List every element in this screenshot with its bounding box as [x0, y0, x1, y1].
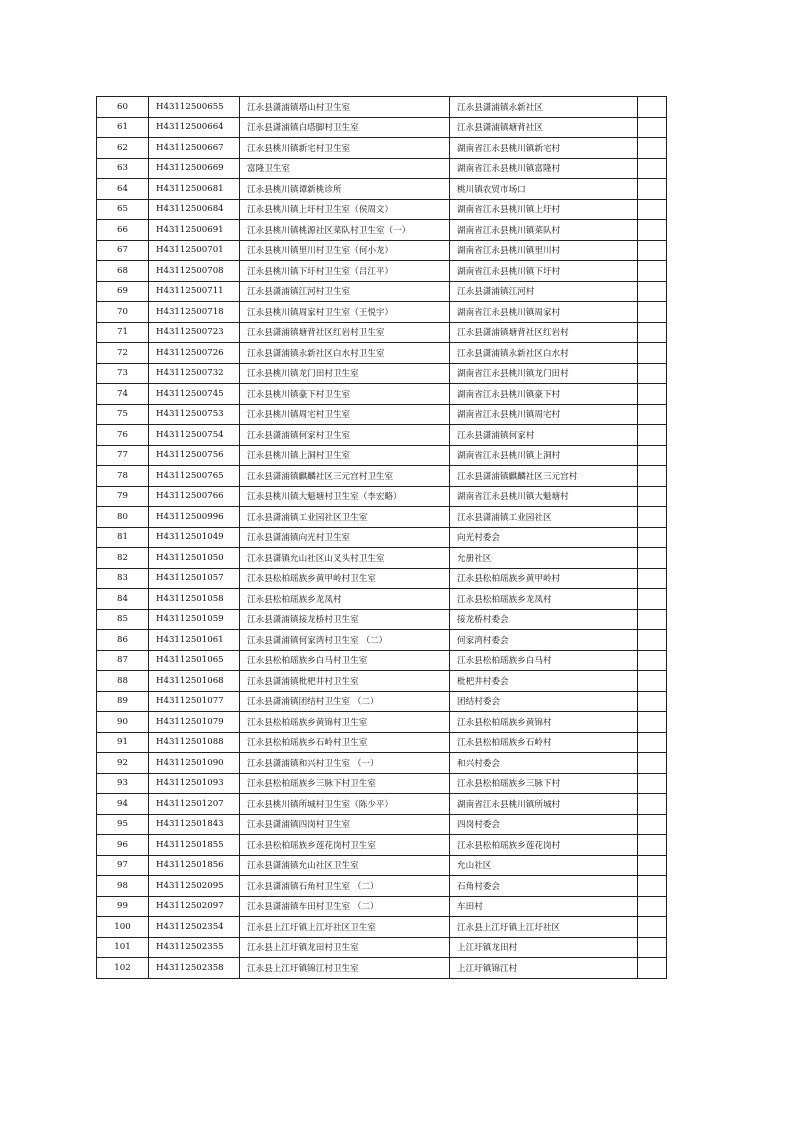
note-cell: [638, 855, 667, 876]
note-cell: [638, 753, 667, 774]
row-number-cell: 97: [97, 855, 149, 876]
address-cell: 江永县松柏瑶族乡龙凤村: [450, 589, 638, 610]
address-cell: 江永县潇浦镇江河村: [450, 281, 638, 302]
address-cell: 枇杷井村委会: [450, 671, 638, 692]
institution-code-cell: H43112500701: [149, 240, 240, 261]
clinic-name-cell: 江永县潇浦镇四岗村卫生室: [240, 814, 450, 835]
clinic-name-cell: 江永县松柏瑶族乡石岭村卫生室: [240, 732, 450, 753]
clinic-name-cell: 江永县桃川镇周家村卫生室（王悦宇）: [240, 302, 450, 323]
address-cell: 上江圩镇锦江村: [450, 958, 638, 979]
row-number-cell: 73: [97, 363, 149, 384]
table-row: [97, 138, 667, 159]
address-cell: 湖南省江永县桃川镇上圩村: [450, 199, 638, 220]
institution-code-cell: H43112500723: [149, 322, 240, 343]
row-number-cell: 86: [97, 630, 149, 651]
clinic-name-cell: 江永县松柏瑶族乡黄锦村卫生室: [240, 712, 450, 733]
table-row: [97, 589, 667, 610]
institution-code-cell: H43112502097: [149, 896, 240, 917]
table-row: [97, 937, 667, 958]
table-row: [97, 220, 667, 241]
clinic-name-cell: 江永县上江圩镇锦江村卫生室: [240, 958, 450, 979]
clinic-name-cell: 江永县松柏瑶族乡白马村卫生室: [240, 650, 450, 671]
address-cell: 江永县潇浦镇麒麟社区三元宫村: [450, 466, 638, 487]
address-cell: 允山社区: [450, 855, 638, 876]
clinic-name-cell: 江永县潇浦镇车田村卫生室 （二）: [240, 896, 450, 917]
clinic-name-cell: 江永县潇浦镇白塔脚村卫生室: [240, 117, 450, 138]
address-cell: 桃川镇农贸市场口: [450, 179, 638, 200]
note-cell: [638, 261, 667, 282]
row-number-cell: 95: [97, 814, 149, 835]
clinic-name-cell: 江永县潇浦镇工业园社区卫生室: [240, 507, 450, 528]
note-cell: [638, 486, 667, 507]
note-cell: [638, 363, 667, 384]
institution-code-cell: H43112501057: [149, 568, 240, 589]
clinic-name-cell: 江永县潇浦镇何家村卫生室: [240, 425, 450, 446]
table-row: [97, 281, 667, 302]
table-row: [97, 958, 667, 979]
row-number-cell: 63: [97, 158, 149, 179]
note-cell: [638, 97, 667, 118]
note-cell: [638, 691, 667, 712]
table-row: [97, 507, 667, 528]
note-cell: [638, 896, 667, 917]
address-cell: 江永县松柏瑶族乡黄锦村: [450, 712, 638, 733]
table-row: [97, 855, 667, 876]
clinic-name-cell: 江永县上江圩镇上江圩社区卫生室: [240, 917, 450, 938]
note-cell: [638, 117, 667, 138]
address-cell: 江永县潇浦镇永新社区白水村: [450, 343, 638, 364]
institution-code-cell: H43112500664: [149, 117, 240, 138]
address-cell: 接龙桥村委会: [450, 609, 638, 630]
address-cell: 湖南省江永县桃川镇龙门田村: [450, 363, 638, 384]
institution-code-cell: H43112502358: [149, 958, 240, 979]
address-cell: 湖南省江永县桃川镇周宅村: [450, 404, 638, 425]
institution-code-cell: H43112500684: [149, 199, 240, 220]
address-cell: 江永县潇浦镇塘背社区红岩村: [450, 322, 638, 343]
row-number-cell: 76: [97, 425, 149, 446]
institution-code-cell: H43112501065: [149, 650, 240, 671]
clinic-name-cell: 江永县桃川镇上圩村卫生室（侯周文）: [240, 199, 450, 220]
institution-code-cell: H43112501856: [149, 855, 240, 876]
row-number-cell: 79: [97, 486, 149, 507]
institution-code-cell: H43112501061: [149, 630, 240, 651]
note-cell: [638, 384, 667, 405]
clinic-name-cell: 江永县松柏瑶族乡莲花岗村卫生室: [240, 835, 450, 856]
institution-code-cell: H43112500765: [149, 466, 240, 487]
clinic-name-cell: 江永县潇浦镇永新社区白水村卫生室: [240, 343, 450, 364]
clinic-name-cell: 江永县桃川镇里川村卫生室（何小龙）: [240, 240, 450, 261]
address-cell: 江永县松柏瑶族乡黄甲岭村: [450, 568, 638, 589]
table-row: [97, 158, 667, 179]
note-cell: [638, 835, 667, 856]
institution-code-cell: H43112500756: [149, 445, 240, 466]
table-row: [97, 445, 667, 466]
note-cell: [638, 712, 667, 733]
address-cell: 湖南省江永县桃川镇周家村: [450, 302, 638, 323]
table-row: [97, 568, 667, 589]
row-number-cell: 68: [97, 261, 149, 282]
address-cell: 湖南省江永县桃川镇所城村: [450, 794, 638, 815]
table-row: [97, 896, 667, 917]
note-cell: [638, 814, 667, 835]
note-cell: [638, 568, 667, 589]
address-cell: 石角村委会: [450, 876, 638, 897]
clinic-name-cell: 江永县上江圩镇龙田村卫生室: [240, 937, 450, 958]
address-cell: 湖南省江永县桃川镇豪下村: [450, 384, 638, 405]
table-row: [97, 917, 667, 938]
address-cell: 允册社区: [450, 548, 638, 569]
clinic-name-cell: 江永县松柏瑶族乡黄甲岭村卫生室: [240, 568, 450, 589]
row-number-cell: 71: [97, 322, 149, 343]
institution-code-cell: H43112500669: [149, 158, 240, 179]
table-row: [97, 302, 667, 323]
table-row: [97, 630, 667, 651]
row-number-cell: 77: [97, 445, 149, 466]
clinic-name-cell: 江永县潇浦镇接龙桥村卫生室: [240, 609, 450, 630]
table-row: [97, 179, 667, 200]
address-cell: 湖南省江永县桃川镇菜队村: [450, 220, 638, 241]
institution-code-cell: H43112501050: [149, 548, 240, 569]
row-number-cell: 80: [97, 507, 149, 528]
note-cell: [638, 876, 667, 897]
address-cell: 江永县松柏瑶族乡石岭村: [450, 732, 638, 753]
table-row: [97, 773, 667, 794]
institution-code-cell: H43112500667: [149, 138, 240, 159]
note-cell: [638, 199, 667, 220]
note-cell: [638, 548, 667, 569]
note-cell: [638, 630, 667, 651]
clinic-name-cell: 江永县桃川镇豪下村卫生室: [240, 384, 450, 405]
institution-code-cell: H43112501843: [149, 814, 240, 835]
table-row: [97, 117, 667, 138]
note-cell: [638, 158, 667, 179]
note-cell: [638, 220, 667, 241]
clinic-name-cell: 江永县桃川镇大魁塘村卫生室（李宏略）: [240, 486, 450, 507]
note-cell: [638, 179, 667, 200]
address-cell: 湖南省江永县桃川镇下圩村: [450, 261, 638, 282]
table-row: [97, 527, 667, 548]
institution-code-cell: H43112500766: [149, 486, 240, 507]
note-cell: [638, 445, 667, 466]
institution-code-cell: H43112502095: [149, 876, 240, 897]
row-number-cell: 100: [97, 917, 149, 938]
note-cell: [638, 281, 667, 302]
clinic-name-cell: 江永县潇浦镇和兴村卫生室 （一）: [240, 753, 450, 774]
institution-code-cell: H43112500732: [149, 363, 240, 384]
table-row: [97, 322, 667, 343]
note-cell: [638, 507, 667, 528]
institution-code-cell: H43112500681: [149, 179, 240, 200]
table-row: [97, 261, 667, 282]
address-cell: 车田村: [450, 896, 638, 917]
table-row: [97, 363, 667, 384]
address-cell: 上江圩镇龙田村: [450, 937, 638, 958]
note-cell: [638, 794, 667, 815]
institution-code-cell: H43112501079: [149, 712, 240, 733]
institution-code-cell: H43112500711: [149, 281, 240, 302]
table-row: [97, 835, 667, 856]
row-number-cell: 99: [97, 896, 149, 917]
note-cell: [638, 343, 667, 364]
row-number-cell: 64: [97, 179, 149, 200]
table-row: [97, 876, 667, 897]
table-row: [97, 343, 667, 364]
note-cell: [638, 917, 667, 938]
institution-code-cell: H43112500745: [149, 384, 240, 405]
clinic-name-cell: 江永县潇浦镇何家湾村卫生室 （二）: [240, 630, 450, 651]
note-cell: [638, 732, 667, 753]
note-cell: [638, 937, 667, 958]
table-row: [97, 814, 667, 835]
address-cell: 江永县潇浦镇塘背社区: [450, 117, 638, 138]
table-row: [97, 732, 667, 753]
clinic-name-cell: 江永县潇镇允山社区山叉头村卫生室: [240, 548, 450, 569]
institution-code-cell: H43112501058: [149, 589, 240, 610]
institution-code-cell: H43112501059: [149, 609, 240, 630]
note-cell: [638, 138, 667, 159]
institution-code-cell: H43112501077: [149, 691, 240, 712]
clinic-name-cell: 江永县桃川镇龙门田村卫生室: [240, 363, 450, 384]
note-cell: [638, 650, 667, 671]
institution-code-cell: H43112500753: [149, 404, 240, 425]
address-cell: 向光村委会: [450, 527, 638, 548]
row-number-cell: 91: [97, 732, 149, 753]
row-number-cell: 87: [97, 650, 149, 671]
table-row: [97, 404, 667, 425]
clinic-name-cell: 江永县桃川镇所城村卫生室（陈少平）: [240, 794, 450, 815]
clinic-name-cell: 江永县潇浦镇石角村卫生室 （二）: [240, 876, 450, 897]
note-cell: [638, 240, 667, 261]
address-cell: 江永县松柏瑶族乡白马村: [450, 650, 638, 671]
row-number-cell: 102: [97, 958, 149, 979]
address-cell: 湖南省江永县桃川镇大魁塘村: [450, 486, 638, 507]
clinic-name-cell: 富隆卫生室: [240, 158, 450, 179]
institution-code-cell: H43112502355: [149, 937, 240, 958]
clinic-name-cell: 江永县桃川镇桃源社区菜队村卫生室（一）: [240, 220, 450, 241]
address-cell: 江永县潇浦镇何家村: [450, 425, 638, 446]
table-row: [97, 753, 667, 774]
clinic-name-cell: 江永县松柏瑶族乡三脉下村卫生室: [240, 773, 450, 794]
address-cell: 和兴村委会: [450, 753, 638, 774]
clinic-name-cell: 江永县潇浦镇江河村卫生室: [240, 281, 450, 302]
row-number-cell: 98: [97, 876, 149, 897]
row-number-cell: 78: [97, 466, 149, 487]
row-number-cell: 84: [97, 589, 149, 610]
institution-code-cell: H43112500754: [149, 425, 240, 446]
note-cell: [638, 609, 667, 630]
institution-code-cell: H43112501049: [149, 527, 240, 548]
row-number-cell: 60: [97, 97, 149, 118]
table-body: [97, 97, 667, 979]
note-cell: [638, 322, 667, 343]
address-cell: 湖南省江永县桃川镇富隆村: [450, 158, 638, 179]
note-cell: [638, 958, 667, 979]
row-number-cell: 88: [97, 671, 149, 692]
clinic-name-cell: 江永县潇浦镇向光村卫生室: [240, 527, 450, 548]
address-cell: 江永县松柏瑶族乡三脉下村: [450, 773, 638, 794]
row-number-cell: 61: [97, 117, 149, 138]
institution-code-cell: H43112500996: [149, 507, 240, 528]
institution-code-cell: H43112500691: [149, 220, 240, 241]
institution-code-cell: H43112501093: [149, 773, 240, 794]
address-cell: 何家湾村委会: [450, 630, 638, 651]
row-number-cell: 101: [97, 937, 149, 958]
row-number-cell: 74: [97, 384, 149, 405]
clinic-name-cell: 江永县松柏瑶族乡龙凤村: [240, 589, 450, 610]
row-number-cell: 94: [97, 794, 149, 815]
note-cell: [638, 589, 667, 610]
table-row: [97, 794, 667, 815]
row-number-cell: 75: [97, 404, 149, 425]
clinic-name-cell: 江永县桃川镇周宅村卫生室: [240, 404, 450, 425]
table-row: [97, 466, 667, 487]
institution-code-cell: H43112500726: [149, 343, 240, 364]
row-number-cell: 81: [97, 527, 149, 548]
clinic-name-cell: 江永县潇浦镇允山社区卫生室: [240, 855, 450, 876]
institution-code-cell: H43112501207: [149, 794, 240, 815]
table-row: [97, 548, 667, 569]
clinic-name-cell: 江永县潇浦镇塔山村卫生室: [240, 97, 450, 118]
institution-code-cell: H43112501855: [149, 835, 240, 856]
row-number-cell: 93: [97, 773, 149, 794]
row-number-cell: 85: [97, 609, 149, 630]
row-number-cell: 65: [97, 199, 149, 220]
address-cell: 江永县上江圩镇上江圩社区: [450, 917, 638, 938]
note-cell: [638, 425, 667, 446]
table-row: [97, 671, 667, 692]
clinic-name-cell: 江永县桃川镇谭新桃诊所: [240, 179, 450, 200]
institution-code-cell: H43112501090: [149, 753, 240, 774]
row-number-cell: 72: [97, 343, 149, 364]
clinic-name-cell: 江永县桃川镇新宅村卫生室: [240, 138, 450, 159]
institution-code-cell: H43112502354: [149, 917, 240, 938]
address-cell: 湖南省江永县桃川镇上洞村: [450, 445, 638, 466]
row-number-cell: 66: [97, 220, 149, 241]
row-number-cell: 96: [97, 835, 149, 856]
note-cell: [638, 671, 667, 692]
row-number-cell: 70: [97, 302, 149, 323]
row-number-cell: 67: [97, 240, 149, 261]
address-cell: 江永县潇浦镇工业园社区: [450, 507, 638, 528]
clinic-name-cell: 江永县潇浦镇枇杷井村卫生室: [240, 671, 450, 692]
row-number-cell: 92: [97, 753, 149, 774]
document-page: [96, 96, 667, 979]
address-cell: 江永县潇浦镇永新社区: [450, 97, 638, 118]
address-cell: 团结村委会: [450, 691, 638, 712]
note-cell: [638, 302, 667, 323]
clinic-name-cell: 江永县潇浦镇麒麟社区三元宫村卫生室: [240, 466, 450, 487]
table-row: [97, 486, 667, 507]
clinic-name-cell: 江永县桃川镇上洞村卫生室: [240, 445, 450, 466]
address-cell: 四岗村委会: [450, 814, 638, 835]
table-row: [97, 384, 667, 405]
table-row: [97, 240, 667, 261]
row-number-cell: 69: [97, 281, 149, 302]
institution-code-cell: H43112500708: [149, 261, 240, 282]
address-cell: 江永县松柏瑶族乡莲花岗村: [450, 835, 638, 856]
clinic-table: [96, 96, 667, 979]
clinic-name-cell: 江永县桃川镇下圩村卫生室（吕江平）: [240, 261, 450, 282]
table-row: [97, 650, 667, 671]
clinic-name-cell: 江永县潇浦镇团结村卫生室 （二）: [240, 691, 450, 712]
address-cell: 湖南省江永县桃川镇新宅村: [450, 138, 638, 159]
note-cell: [638, 773, 667, 794]
note-cell: [638, 527, 667, 548]
row-number-cell: 82: [97, 548, 149, 569]
table-row: [97, 97, 667, 118]
institution-code-cell: H43112500655: [149, 97, 240, 118]
row-number-cell: 90: [97, 712, 149, 733]
clinic-name-cell: 江永县潇浦镇塘背社区红岩村卫生室: [240, 322, 450, 343]
row-number-cell: 89: [97, 691, 149, 712]
table-row: [97, 712, 667, 733]
note-cell: [638, 466, 667, 487]
institution-code-cell: H43112500718: [149, 302, 240, 323]
note-cell: [638, 404, 667, 425]
table-row: [97, 425, 667, 446]
institution-code-cell: H43112501088: [149, 732, 240, 753]
address-cell: 湖南省江永县桃川镇里川村: [450, 240, 638, 261]
row-number-cell: 83: [97, 568, 149, 589]
table-row: [97, 199, 667, 220]
table-row: [97, 691, 667, 712]
institution-code-cell: H43112501068: [149, 671, 240, 692]
table-row: [97, 609, 667, 630]
row-number-cell: 62: [97, 138, 149, 159]
